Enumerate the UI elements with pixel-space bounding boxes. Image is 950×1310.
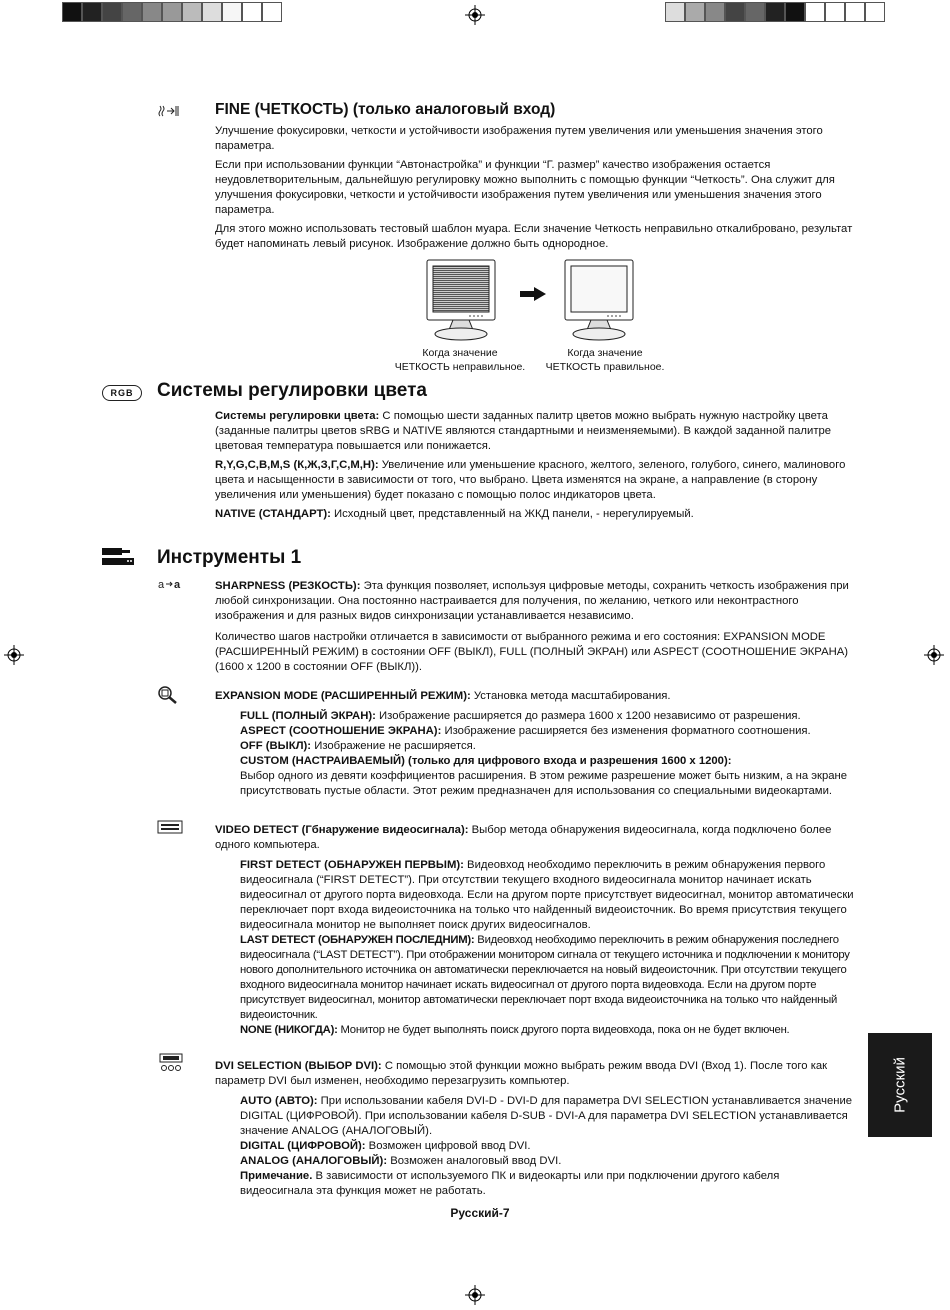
sharpness-icon bbox=[158, 577, 186, 591]
fine-body bbox=[215, 124, 855, 252]
caption-incorrect bbox=[385, 346, 535, 374]
registration-mark-icon bbox=[924, 645, 944, 665]
dvi-note-term: Примечание. bbox=[240, 1170, 313, 1182]
option-off-term: OFF (ВЫКЛ): bbox=[240, 740, 312, 752]
language-side-tab-label: Русский bbox=[891, 1057, 909, 1113]
option-full-text: Изображение расширяется до размера 1600 x 1200 независимо от разрешения. bbox=[375, 710, 801, 722]
option-none-text: Монитор не будет выполнять поиск другого порта видеовхода, пока он не будет включен. bbox=[337, 1024, 790, 1036]
dvi-term: DVI SELECTION (ВЫБОР DVI): bbox=[215, 1060, 382, 1072]
option-custom-term: CUSTOM (НАСТРАИВАЕМЫЙ) (только для цифрового входа и разрешения 1600 x 1200): bbox=[240, 755, 732, 767]
color-text-2: Увеличение или уменьшение красного, желтого, зеленого, голубого, синего, малинового цвета и насыщенности в зависимости от того, что выбрано. Цвета изменятся на экране, а направление (в сторону увеличения или уменьшения) будет показано с помощью полос индикаторов цвета. bbox=[215, 459, 846, 501]
dvi-note bbox=[240, 1169, 855, 1199]
video-detect-options bbox=[215, 858, 855, 1038]
expansion-term: EXPANSION MODE (РАСШИРЕННЫЙ РЕЖИМ): bbox=[215, 690, 471, 702]
color-text-3: Исходный цвет, представленный на ЖКД панели, - нерегулируемый. bbox=[330, 508, 694, 520]
dvi-text: С помощью этой функции можно выбрать режим ввода DVI (Вход 1). После того как параметр DVI был изменен, необходимо перезагрузить компьютер. bbox=[215, 1060, 828, 1087]
calibration-bar-left bbox=[62, 2, 282, 22]
option-custom-text: Выбор одного из девяти коэффициентов расширения. В этом режиме разрешение может быть низким, а на экране присутствовать пустые области. Этот режим предназначен для использования со специальными видеокартами. bbox=[240, 770, 848, 797]
fine-heading: FINE (ЧЕТКОСТЬ) (только аналоговый вход) bbox=[215, 101, 556, 118]
svg-text:a: a bbox=[174, 579, 181, 591]
caption-incorrect-line-1: Когда значение bbox=[422, 347, 498, 359]
color-paragraph-3 bbox=[215, 507, 855, 522]
option-digital bbox=[240, 1139, 855, 1154]
color-term-3: NATIVE (СТАНДАРТ): bbox=[215, 508, 331, 520]
option-aspect-text: Изображение расширяется без изменения форматного соотношения. bbox=[441, 725, 811, 737]
color-text-1: С помощью шести заданных палитр цветов можно выбрать нужную настройку цвета (заданные палитры цветов sRBG и NATIVE являются стандартными и неизменяемыми). В каждой заданной палитре цветовая температура повышается или понижается. bbox=[215, 410, 832, 452]
option-auto-term: AUTO (АВТО): bbox=[240, 1095, 318, 1107]
video-detect-paragraph bbox=[215, 823, 855, 853]
registration-mark-icon bbox=[465, 5, 485, 25]
fine-paragraph-3: Для этого можно использовать тестовый шаблон муара. Если значение Четкость неправильно откалибровано, результат будет напоминать левый рисунок. Изображение должно быть однородное. bbox=[215, 223, 853, 250]
expansion-icon bbox=[157, 685, 179, 705]
rgb-icon: RGB bbox=[102, 385, 142, 401]
dvi-note-text: В зависимости от используемого ПК и видеокарты или при подключении другого кабеля видеосигнала эта функция может не работать. bbox=[240, 1170, 780, 1197]
fine-paragraph-1: Улучшение фокусировки, четкости и устойчивости изображения путем увеличения или уменьшения значения этого параметра. bbox=[215, 125, 823, 152]
option-digital-term: DIGITAL (ЦИФРОВОЙ): bbox=[240, 1140, 366, 1152]
option-analog-text: Возможен аналоговый ввод DVI. bbox=[387, 1155, 562, 1167]
language-side-tab bbox=[868, 1033, 932, 1137]
option-aspect-term: ASPECT (СООТНОШЕНИЕ ЭКРАНА): bbox=[240, 725, 442, 737]
fine-icon bbox=[158, 104, 180, 118]
tools-heading: Инструменты 1 bbox=[157, 547, 302, 568]
color-heading: Системы регулировки цвета bbox=[157, 380, 427, 401]
option-off-text: Изображение не расширяется. bbox=[311, 740, 476, 752]
option-auto bbox=[240, 1094, 855, 1139]
dvi-icon bbox=[159, 1053, 183, 1073]
option-digital-text: Возможен цифровой ввод DVI. bbox=[365, 1140, 531, 1152]
option-none bbox=[240, 1023, 855, 1038]
option-first-detect-text: Видеовход необходимо переключить в режим обнаружения первого видеосигнала (“FIRST DETECT”). При отсутствии текущего входного видеосигнала монитор начинает искать видеосигнал от другого порта видеовхода. Если на другом порте присутствует видеосигнал, монитор автоматически переключает порт входа видеоисточника на только что найденный видеоисточник. Во время присутствия текущего видеосигнала монитор не выполняет поиск других видеосигналов. bbox=[240, 859, 854, 931]
option-aspect bbox=[240, 724, 855, 739]
color-paragraph-2 bbox=[215, 458, 855, 503]
monitor-correct-illustration bbox=[563, 258, 635, 342]
page-number: Русский-7 bbox=[450, 1206, 510, 1220]
option-first-detect-term: FIRST DETECT (ОБНАРУЖЕН ПЕРВЫМ): bbox=[240, 859, 464, 871]
option-auto-text: При использовании кабеля DVI-D - DVI-D для параметра DVI SELECTION устанавливается значение DIGITAL (ЦИФРОВОЙ). При использовании кабеля D-SUB - DVI-A для параметра DVI SELECTION устанавливается значение ANALOG (АНАЛОГОВЫЙ). bbox=[240, 1095, 853, 1137]
option-full bbox=[240, 709, 855, 724]
caption-correct-line-1: Когда значение bbox=[567, 347, 643, 359]
dvi-options bbox=[215, 1094, 855, 1199]
video-detect-icon bbox=[157, 820, 183, 834]
expansion-block bbox=[215, 689, 855, 799]
monitor-incorrect-illustration bbox=[425, 258, 497, 342]
color-term-2: R,Y,G,C,B,M,S (К,Ж,З,Г,С,М,Н): bbox=[215, 459, 379, 471]
option-custom bbox=[240, 754, 855, 769]
color-paragraph-1 bbox=[215, 409, 855, 454]
sharpness-block bbox=[215, 579, 855, 675]
fine-paragraph-2: Если при использовании функции “Автонастройка” и функции “Г. размер” качество изображения остается неудовлетворительным, дальнейшую регулировку можно выполнить с помощью функции “Четкость”. Она служит для улучшения фокусировки, четкости и устойчивости изображения путем увеличения или уменьшения значения этого параметра. bbox=[215, 159, 835, 216]
option-last-detect-term: LAST DETECT (ОБНАРУЖЕН ПОСЛЕДНИМ): bbox=[240, 934, 475, 946]
option-analog bbox=[240, 1154, 855, 1169]
option-last-detect bbox=[240, 933, 855, 1023]
dvi-block bbox=[215, 1059, 855, 1199]
caption-incorrect-line-2: ЧЕТКОСТЬ неправильное. bbox=[394, 361, 526, 373]
video-detect-term: VIDEO DETECT (Гбнаружение видеосигнала): bbox=[215, 824, 469, 836]
option-last-detect-text: Видеовход необходимо переключить в режим обнаружения последнего видеосигнала (“LAST DETECT”). При отображении монитором сигнала от текущего источника и подключении к монитору нового дополнительного источника он автоматически переключается на новый видеоисточник. При отсутствии текущего входного видеосигнала монитор начинает искать видеосигнал от другого порта видеовхода. Если на другом порте присутствует видеосигнал, монитор автоматически переключает порт входа видеоисточника на только что найденный видеоисточник. bbox=[240, 934, 850, 1021]
arrow-right-icon bbox=[520, 287, 546, 301]
tools-icon bbox=[102, 546, 134, 568]
calibration-bar-right bbox=[665, 2, 885, 22]
sharpness-text: Эта функция позволяет, используя цифровые методы, сохранить четкость изображения при любой синхронизации. Она постоянно настраивается для получения, по желанию, четкого или неконтрастного изображения и для разных видов синхронизации устанавливается независимо. bbox=[215, 580, 849, 622]
registration-mark-icon bbox=[4, 645, 24, 665]
video-detect-block bbox=[215, 823, 855, 1038]
sharpness-paragraph-2: Количество шагов настройки отличается в зависимости от выбранного режима и его состояния: EXPANSION MODE (РАСШИРЕННЫЙ РЕЖИМ) в состоянии OFF (ВЫКЛ), FULL (ПОЛНЫЙ ЭКРАН) или ASPECT (СООТНОШЕНИЕ ЭКРАНА) (1600 x 1200 в состоянии OFF (ВЫКЛ)). bbox=[215, 631, 849, 673]
caption-correct-line-2: ЧЕТКОСТЬ правильное. bbox=[545, 361, 665, 373]
expansion-text: Установка метода масштабирования. bbox=[470, 690, 671, 702]
option-none-term: NONE (НИКОГДА): bbox=[240, 1024, 338, 1036]
option-first-detect bbox=[240, 858, 855, 933]
expansion-options bbox=[215, 709, 855, 799]
caption-correct bbox=[530, 346, 680, 374]
color-term-1: Системы регулировки цвета: bbox=[215, 410, 380, 422]
option-analog-term: ANALOG (АНАЛОГОВЫЙ): bbox=[240, 1155, 388, 1167]
expansion-paragraph bbox=[215, 689, 855, 704]
svg-text:a: a bbox=[158, 579, 165, 591]
registration-mark-icon bbox=[465, 1285, 485, 1305]
sharpness-paragraph-1 bbox=[215, 579, 855, 624]
option-off bbox=[240, 739, 855, 754]
option-full-term: FULL (ПОЛНЫЙ ЭКРАН): bbox=[240, 710, 376, 722]
dvi-paragraph bbox=[215, 1059, 855, 1089]
sharpness-term: SHARPNESS (РЕЗКОСТЬ): bbox=[215, 580, 361, 592]
video-detect-text: Выбор метода обнаружения видеосигнала, когда подключено более одного компьютера. bbox=[215, 824, 832, 851]
color-body bbox=[215, 409, 855, 522]
